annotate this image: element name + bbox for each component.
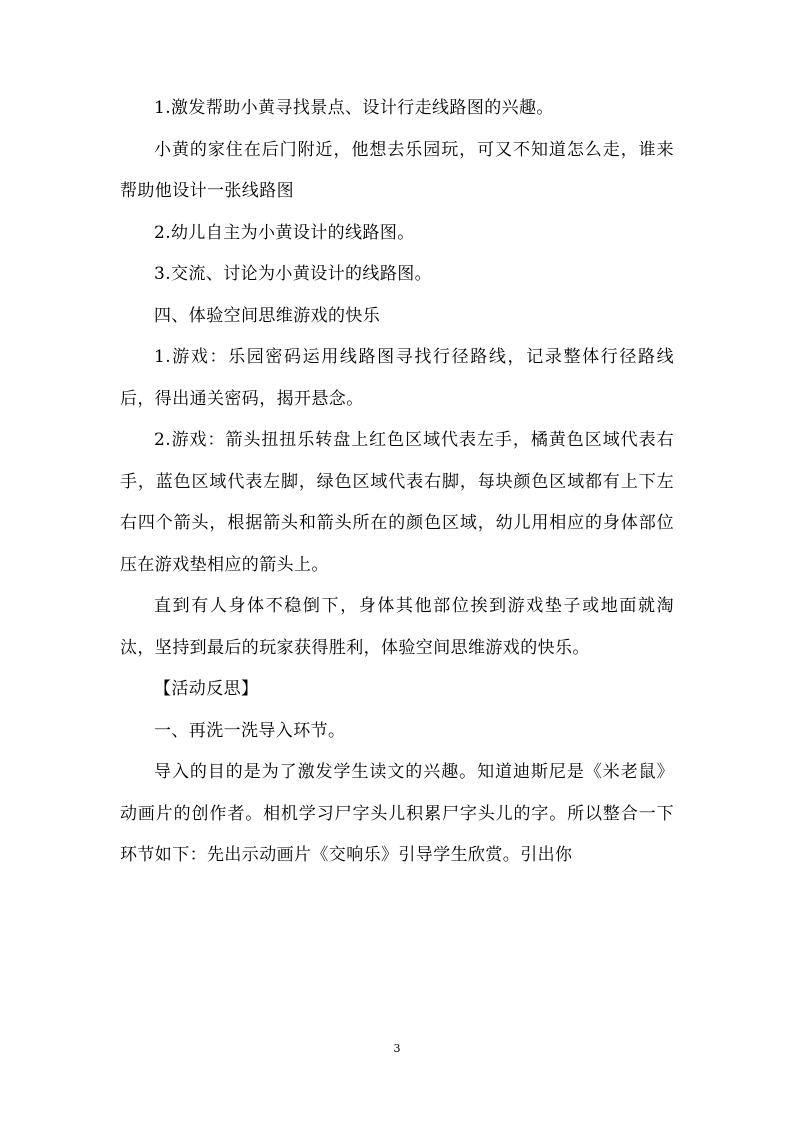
document-body (120, 88, 674, 877)
section-heading-spatial-game: 四、体验空间思维游戏的快乐 (154, 305, 381, 326)
paragraph-xiaohuang-home: 小黄的家住在后门附近，他想去乐园玩，可又不知道怎么走，谁来帮助他设计一张线路图 (120, 139, 674, 201)
paragraph-game-arrow-twist: 2.游戏：箭头扭扭乐转盘上红色区域代表左手，橘黄色区域代表右手，蓝色区域代表左脚，绿色区域代表右脚，每块颜色区域都有上下左右四个箭头，根据箭头和箭头所在的颜色区域，幼儿用相应的身体部位压在游戏垫相应的箭头上。 (120, 430, 674, 575)
paragraph-goal-interest: 1.激发帮助小黄寻找景点、设计行走线路图的兴趣。 (154, 98, 554, 118)
page-number: 3 (393, 1042, 401, 1055)
paragraph-game-elimination: 直到有人身体不稳倒下，身体其他部位挨到游戏垫子或地面就淘汰，坚持到最后的玩家获得胜利，体验空间思维游戏的快乐。 (120, 596, 674, 658)
paragraph-intro-purpose: 导入的目的是为了激发学生读文的兴趣。知道迪斯尼是《米老鼠》动画片的创作者。相机学习尸字头儿积累尸字头儿的字。所以整合一下环节如下：先出示动画片《交响乐》引导学生欣赏。引出你 (120, 762, 674, 865)
paragraph-discuss-route: 3.交流、讨论为小黄设计的线路图。 (154, 264, 433, 284)
subheading-intro-section: 一、再洗一洗导入环节。 (154, 720, 346, 741)
section-heading-reflection: 【活动反思】 (154, 679, 259, 699)
paragraph-design-route: 2.幼儿自主为小黄设计的线路图。 (154, 222, 415, 243)
paragraph-game-park-password: 1.游戏：乐园密码运用线路图寻找行径路线，记录整体行径路线后，得出通关密码，揭开悬念。 (120, 347, 674, 409)
